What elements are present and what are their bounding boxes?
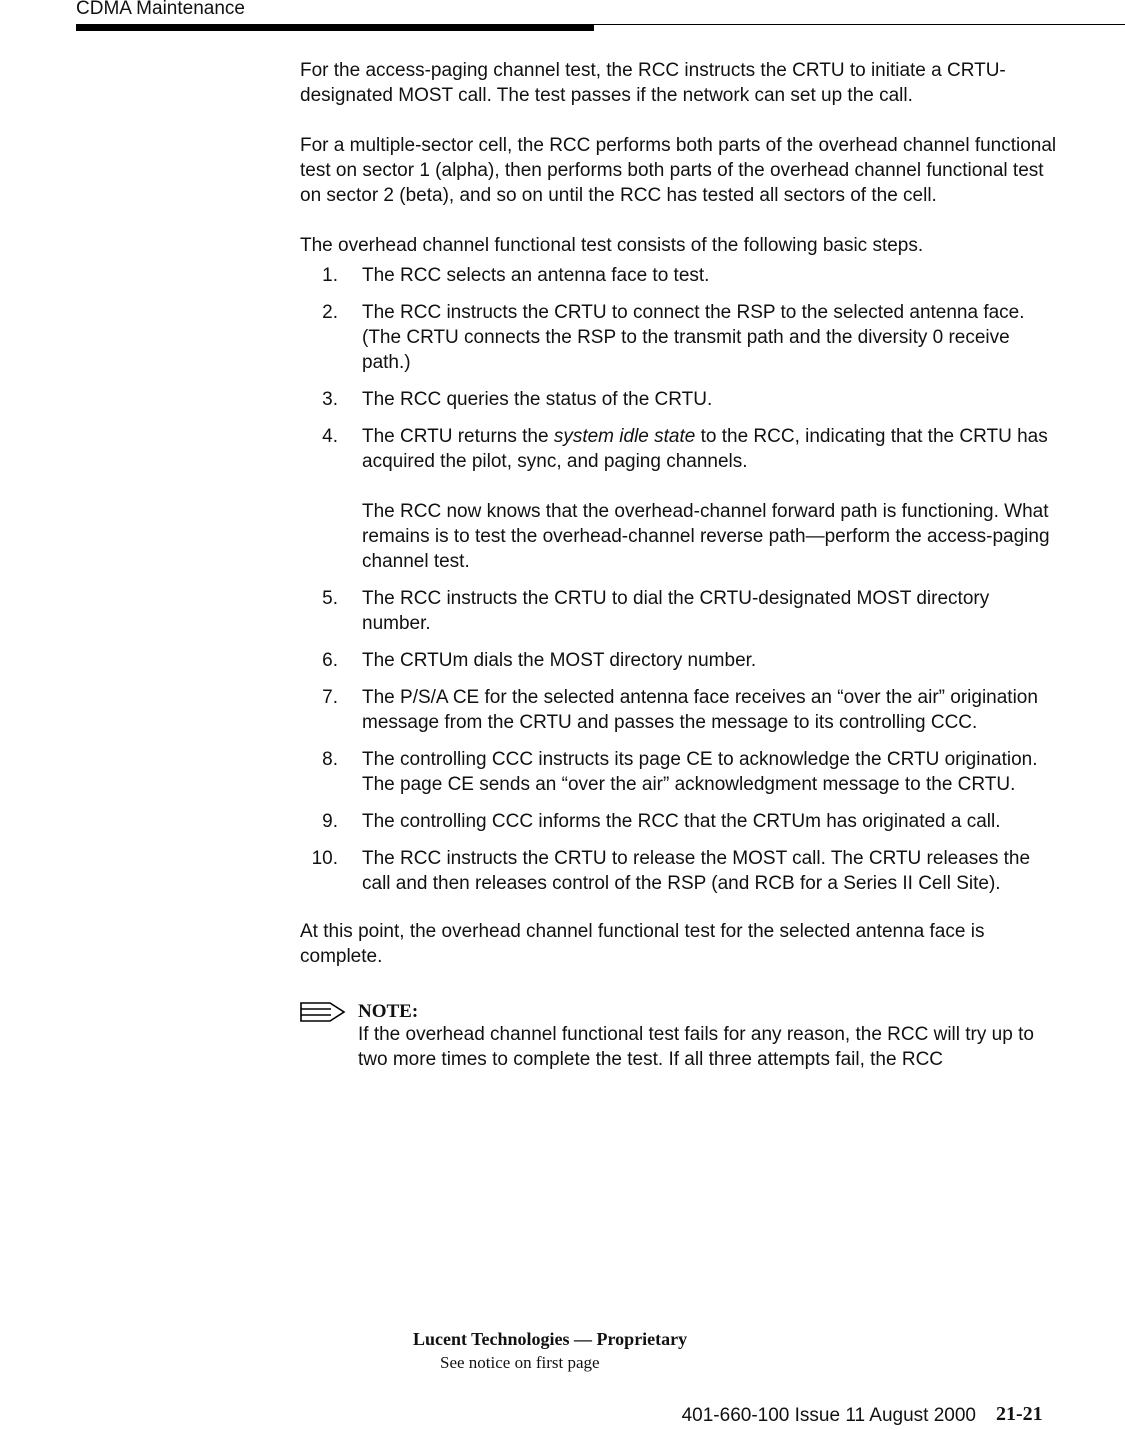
step-number: 4.: [322, 426, 338, 447]
body-text: [300, 58, 1060, 1097]
step-text: The RCC instructs the CRTU to dial the CRTU-designated MOST directory number.: [362, 588, 990, 634]
step-subparagraph: The RCC now knows that the overhead-channel forward path is functioning. What remains is to test the overhead-channel reverse path—perform the access-paging channel test.: [362, 501, 1050, 572]
note-arrow-icon: [300, 1001, 346, 1023]
paragraph-access-paging: For the access-paging channel test, the RCC instructs the CRTU to initiate a CRTU-designated MOST call. The test passes if the network can set up the call.: [300, 60, 1006, 106]
step-item: [300, 263, 1060, 288]
step-text: The controlling CCC instructs its page CE to acknowledge the CRTU origination. The page CE sends an “over the air” acknowledgment message to the CRTU.: [362, 749, 1038, 795]
step-number: 8.: [322, 749, 338, 770]
steps-intro: The overhead channel functional test consists of the following basic steps.: [300, 235, 924, 256]
step-number: 5.: [322, 588, 338, 609]
step-number: 7.: [322, 687, 338, 708]
step-item: [300, 300, 1060, 375]
footer-notice: See notice on first page: [440, 1353, 600, 1372]
step-item: [300, 809, 1060, 834]
steps-list: [300, 263, 1060, 896]
step-text: The RCC instructs the CRTU to connect the RSP to the selected antenna face. (The CRTU connects the RSP to the transmit path and the diversity 0 receive path.): [362, 302, 1025, 373]
step-text: The CRTU returns the system idle state to the RCC, indicating that the CRTU has acquired the pilot, sync, and paging channels.: [362, 426, 1048, 472]
note-label: NOTE:: [358, 1001, 419, 1022]
step-number: 1.: [322, 265, 338, 286]
header-title: CDMA Maintenance: [76, 0, 245, 19]
step-text: The RCC instructs the CRTU to release the MOST call. The CRTU releases the call and then releases control of the RSP (and RCB for a Series II Cell Site).: [362, 848, 1031, 894]
step-item: [300, 586, 1060, 636]
step-item: [300, 685, 1060, 735]
footer-company: Lucent Technologies — Proprietary: [413, 1329, 688, 1349]
step-text: The P/S/A CE for the selected antenna face receives an “over the air” origination message from the CRTU and passes the message to its controlling CCC.: [362, 687, 1038, 733]
note-block: [300, 1001, 1060, 1072]
paragraph-multi-sector: For a multiple-sector cell, the RCC performs both parts of the overhead channel functional test on sector 1 (alpha), then performs both parts of the overhead channel functional test on sector 2 (beta), and so on until the RCC has tested all sectors of the cell.: [300, 135, 1057, 206]
page-number: 21-21: [996, 1403, 1043, 1425]
step-item: [300, 424, 1060, 574]
header-rule-accent: [76, 24, 594, 31]
step-text: The RCC queries the status of the CRTU.: [362, 389, 713, 410]
step-number: 6.: [322, 650, 338, 671]
step-number: 9.: [322, 811, 338, 832]
step-text: The controlling CCC informs the RCC that the CRTUm has originated a call.: [362, 811, 1001, 832]
emphasis-system-idle-state: system idle state: [553, 426, 696, 447]
step-text: The RCC selects an antenna face to test.: [362, 265, 710, 286]
note-text: If the overhead channel functional test fails for any reason, the RCC will try up to two more times to complete the test. If all three attempts fail, the RCC: [358, 1024, 1034, 1070]
step-item: [300, 648, 1060, 673]
paragraph-conclusion: At this point, the overhead channel functional test for the selected antenna face is complete.: [300, 921, 985, 967]
step-number: 3.: [322, 389, 338, 410]
step-number: 10.: [311, 848, 338, 869]
step-number: 2.: [322, 302, 338, 323]
footer-doc-id: 401-660-100 Issue 11 August 2000: [681, 1405, 976, 1426]
step-item: [300, 846, 1060, 896]
step-item: [300, 747, 1060, 797]
step-item: [300, 387, 1060, 412]
step-text: The CRTUm dials the MOST directory number.: [362, 650, 757, 671]
